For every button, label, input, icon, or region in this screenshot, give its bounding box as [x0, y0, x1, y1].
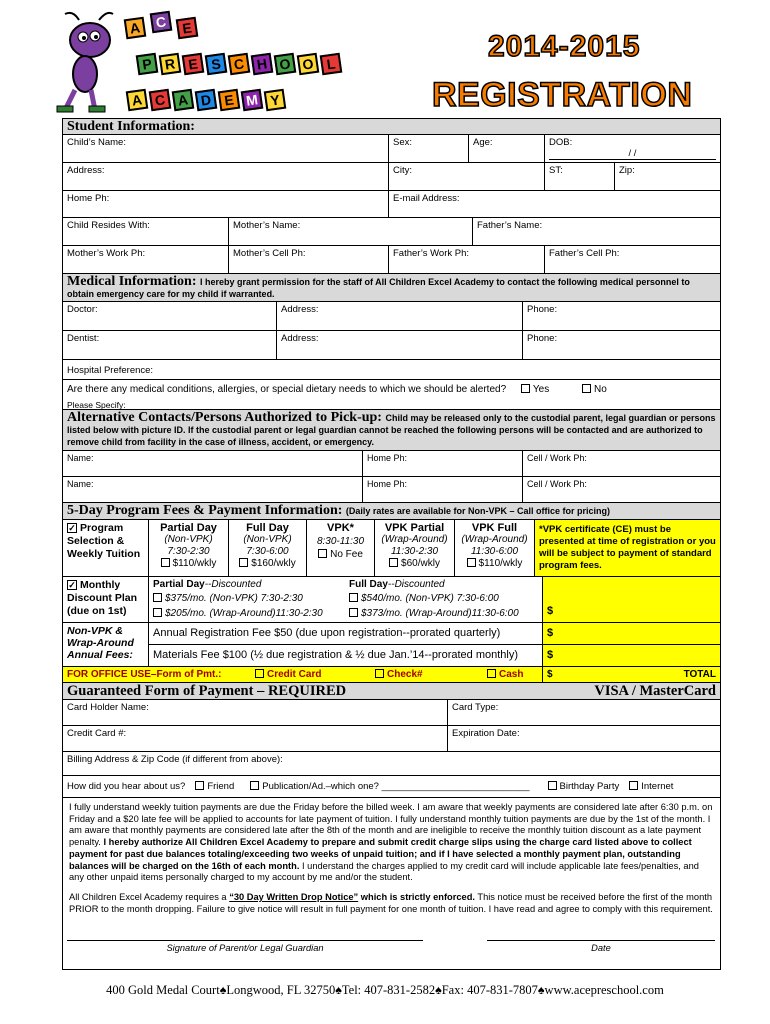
- dentist-address-field[interactable]: Address:: [277, 331, 523, 359]
- logo-row-preschool: [137, 54, 341, 74]
- credit-card-checkbox[interactable]: Credit Card: [255, 667, 375, 682]
- monthly-plan-label: ✓ Monthly Discount Plan (due on 1st): [63, 577, 149, 622]
- ant-mascot-icon: [55, 10, 125, 118]
- checkbox-icon: [375, 669, 384, 678]
- checkbox-icon: [487, 669, 496, 678]
- contact-1-home-phone-field[interactable]: Home Ph:: [363, 451, 523, 476]
- birthday-party-checkbox[interactable]: Birthday Party: [548, 781, 620, 792]
- dentist-field[interactable]: Dentist:: [63, 331, 277, 359]
- contact-2-home-phone-field[interactable]: Home Ph:: [363, 477, 523, 502]
- monthly-205-option[interactable]: $205/mo. (Wrap-Around)11:30-2:30: [153, 607, 349, 621]
- contact-2-name-field[interactable]: Name:: [63, 477, 363, 502]
- vpk-full-option[interactable]: VPK Full (Wrap-Around) 11:30-6:00 $110/wkly: [455, 520, 535, 576]
- mothers-name-field[interactable]: Mother’s Name:: [229, 218, 473, 245]
- terms-paragraph-2: All Children Excel Academy requires a “30 Day Written Drop Notice” which is strictly enforced. This notice must be received before the first of the month PRIOR to the month dropping. Failure to give notice will result in full payment for one month of tuition. I have read and agree to comply with this requirement.: [69, 891, 713, 914]
- dentist-phone-field[interactable]: Phone:: [527, 333, 558, 344]
- billing-address-field[interactable]: Billing Address & Zip Code (if different from above):: [67, 754, 283, 765]
- checkbox-icon: [255, 669, 264, 678]
- checkbox-icon: [318, 549, 327, 558]
- logo-tile: O: [297, 53, 320, 76]
- logo-tile: E: [218, 89, 241, 112]
- logo-tile: E: [182, 53, 205, 76]
- cash-checkbox[interactable]: Cash: [487, 667, 543, 682]
- mother-work-phone-field[interactable]: Mother’s Work Ph:: [63, 246, 229, 273]
- home-phone-field[interactable]: Home Ph:: [63, 191, 389, 217]
- footer-contact: 400 Gold Medal Court♠Longwood, FL 32750♠Tel: 407-831-2582♠Fax: 407-831-7807♠www.acepreschool.com: [106, 983, 664, 997]
- office-use-row: [63, 667, 720, 683]
- friend-checkbox[interactable]: Friend: [195, 781, 234, 792]
- dob-field[interactable]: DOB: / /: [545, 135, 720, 162]
- logo-tile: O: [274, 53, 297, 76]
- annual-amount-field[interactable]: $: [543, 623, 720, 645]
- doctor-phone-field[interactable]: Phone:: [527, 304, 558, 315]
- checkbox-icon: [548, 781, 557, 790]
- vpk-partial-option[interactable]: VPK Partial (Wrap-Around) 11:30-2:30 $60/wkly: [375, 520, 455, 576]
- internet-checkbox[interactable]: Internet: [629, 781, 673, 792]
- no-checkbox[interactable]: No: [582, 384, 607, 395]
- logo-tile: C: [149, 89, 172, 112]
- checkbox-icon: [582, 384, 591, 393]
- logo-tile: C: [150, 11, 173, 34]
- card-holder-field[interactable]: Card Holder Name:: [63, 700, 448, 725]
- card-number-field[interactable]: Credit Card #:: [63, 726, 448, 751]
- state-field[interactable]: ST:: [545, 163, 615, 190]
- full-day-option[interactable]: Full Day (Non-VPK) 7:30-6:00 $160/wkly: [229, 520, 307, 576]
- terms-block: [63, 798, 720, 970]
- zip-field[interactable]: Zip:: [619, 165, 635, 176]
- vpk-option[interactable]: VPK* 8:30-11:30 No Fee: [307, 520, 375, 576]
- office-use-label: FOR OFFICE USE–Form of Pmt.:: [67, 669, 222, 680]
- monthly-375-option[interactable]: $375/mo. (Non-VPK) 7:30-2:30: [153, 592, 349, 606]
- monthly-373-option[interactable]: $373/mo. (Wrap-Around)11:30-6:00: [349, 607, 538, 621]
- contact-1-cell-field[interactable]: Cell / Work Ph:: [527, 453, 587, 463]
- year-title: 2014-2015: [488, 30, 641, 63]
- logo-tile: M: [241, 89, 264, 112]
- father-work-phone-field[interactable]: Father’s Work Ph:: [389, 246, 545, 273]
- monthly-options: [149, 577, 543, 622]
- logo-tile: H: [251, 53, 274, 76]
- logo-tile: A: [172, 89, 195, 112]
- sex-field[interactable]: Sex:: [389, 135, 469, 162]
- card-type-field[interactable]: Card Type:: [452, 702, 499, 713]
- checkbox-icon: [250, 781, 259, 790]
- annual-amount-fields: [543, 623, 720, 666]
- childs-name-field[interactable]: Child’s Name:: [63, 135, 389, 162]
- checkbox-icon: [239, 558, 248, 567]
- fathers-name-field[interactable]: Father’s Name:: [477, 220, 543, 231]
- checkbox-icon: [349, 593, 358, 602]
- checkbox-icon: [153, 608, 162, 617]
- partial-day-option[interactable]: Partial Day (Non-VPK) 7:30-2:30 $110/wkly: [149, 520, 229, 576]
- email-field[interactable]: E-mail Address:: [393, 193, 460, 204]
- logo-tile: E: [176, 17, 199, 40]
- logo-tile: D: [195, 89, 218, 112]
- resides-with-field[interactable]: Child Resides With:: [63, 218, 229, 245]
- checkbox-icon: [349, 608, 358, 617]
- logo-tile: C: [228, 53, 251, 76]
- checkbox-icon: [629, 781, 638, 790]
- logo-tile: Y: [264, 89, 287, 112]
- logo-tile: P: [136, 53, 159, 76]
- partial-discounted-label: Partial Day--Discounted: [153, 579, 262, 590]
- logo-tile: A: [126, 89, 149, 112]
- student-section: [62, 118, 721, 970]
- doctor-address-field[interactable]: Address:: [277, 302, 523, 330]
- checkbox-icon: [195, 781, 204, 790]
- contact-2-cell-field[interactable]: Cell / Work Ph:: [527, 479, 587, 489]
- checkbox-icon: [161, 558, 170, 567]
- logo-row-academy: [127, 90, 285, 110]
- contacts-heading: Alternative Contacts/Persons Authorized to Pick-up: Child may be released only to the custodial parent, legal guardian or persons listed below with picture ID. If the custodial parent or legal guardian cannot be reached the following persons will be contacted and are authorized to remove child from facility in the case of illness, accident, or emergency.: [63, 410, 720, 451]
- father-cell-phone-field[interactable]: Father’s Cell Ph:: [549, 248, 620, 259]
- checkbox-icon: [389, 558, 398, 567]
- publication-checkbox[interactable]: Publication/Ad.–which one? ____________________________: [250, 781, 529, 792]
- terms-paragraph-1: I fully understand weekly tuition payments are due the Friday before the billed week. I am aware that weekly payments are considered late after 6:30 p.m. on Friday and a $20 late fee will be applied to accounts for late payment of tuition. I fully understand monthly tuition payments are due by the 1st of the month. I am aware that monthly payments are considered late after the 8th of the month and are ineligible to receive the monthly tuition discount as a late payment penalty. I hereby authorize All Children Excel Academy to prepare and submit credit charge slips using the charge card listed above to collect payment for past due balances totaling/exceeding two weeks of unpaid tuition; and if I have selected a monthly payment plan, outstanding balances will be charged on the 16th of each month. I understand the charges applied to my credit card will include applicable late fees/penalties, and any other unpaid items personally charged to my account by me and/or the student.: [69, 802, 713, 883]
- page-title: REGISTRATION: [432, 76, 693, 114]
- monthly-540-option[interactable]: $540/mo. (Non-VPK) 7:30-6:00: [349, 592, 538, 606]
- logo: [55, 10, 395, 118]
- medical-question: Are there any medical conditions, allergies, or special dietary needs to which we should be alerted? Yes No: [67, 384, 607, 395]
- logo-tile: R: [159, 53, 182, 76]
- date-line[interactable]: Date: [487, 940, 715, 955]
- city-field[interactable]: City:: [389, 163, 545, 190]
- mother-cell-phone-field[interactable]: Mother’s Cell Ph:: [229, 246, 389, 273]
- monthly-amount-field[interactable]: $: [543, 577, 720, 622]
- payment-heading: Guaranteed Form of Payment – REQUIRED VISA / MasterCard: [63, 683, 720, 700]
- address-field[interactable]: Address:: [63, 163, 389, 190]
- checked-icon: ✓: [68, 580, 76, 590]
- expiration-field[interactable]: Expiration Date:: [452, 728, 520, 739]
- student-heading: Student Information:: [63, 119, 720, 135]
- checkbox-icon: [467, 558, 476, 567]
- materials-fee: Materials Fee $100 (½ due registration & ½ due Jan.’14--prorated monthly): [153, 649, 519, 661]
- age-field[interactable]: Age:: [469, 135, 545, 162]
- total-field[interactable]: $ TOTAL: [547, 669, 716, 680]
- materials-amount-field[interactable]: $: [547, 649, 554, 661]
- annual-fee-lines: [149, 623, 543, 666]
- signature-line[interactable]: Signature of Parent/or Legal Guardian: [67, 940, 423, 955]
- checked-icon: ✓: [68, 523, 76, 533]
- doctor-field[interactable]: Doctor:: [63, 302, 277, 330]
- annual-fees-label: Non-VPK & Wrap-Around Annual Fees:: [63, 623, 149, 666]
- referral-row: How did you hear about us? Friend Publication/Ad.–which one? ____________________________ Birthday Party Internet: [63, 776, 720, 798]
- program-selection-label: ✓ Program Selection & Weekly Tuition: [63, 520, 149, 576]
- logo-tile: A: [124, 17, 147, 40]
- please-specify-field[interactable]: Please Specify:: [67, 400, 126, 410]
- vpk-note: *VPK certificate (CE) must be presented at time of registration or you will be subject to payment of standard program fees.: [535, 520, 720, 576]
- full-discounted-label: Full Day--Discounted: [349, 579, 445, 590]
- annual-registration-fee: Annual Registration Fee $50 (due upon registration--prorated quarterly): [149, 623, 542, 645]
- check-checkbox[interactable]: Check#: [375, 667, 487, 682]
- yes-checkbox[interactable]: Yes: [521, 384, 549, 395]
- contact-1-name-field[interactable]: Name:: [63, 451, 363, 476]
- logo-tile: S: [205, 53, 228, 76]
- checkbox-icon: [153, 593, 162, 602]
- checkbox-icon: [521, 384, 530, 393]
- hospital-field[interactable]: Hospital Preference:: [67, 365, 154, 376]
- logo-tile: L: [320, 53, 343, 76]
- fees-heading: 5-Day Program Fees & Payment Information: (Daily rates are available for Non-VPK – Call office for pricing): [63, 503, 720, 520]
- medical-heading: Medical Information: I hereby grant permission for the staff of All Children Excel Academy to contact the following medical personnel to obtain emergency care for my child if warranted.: [63, 274, 720, 302]
